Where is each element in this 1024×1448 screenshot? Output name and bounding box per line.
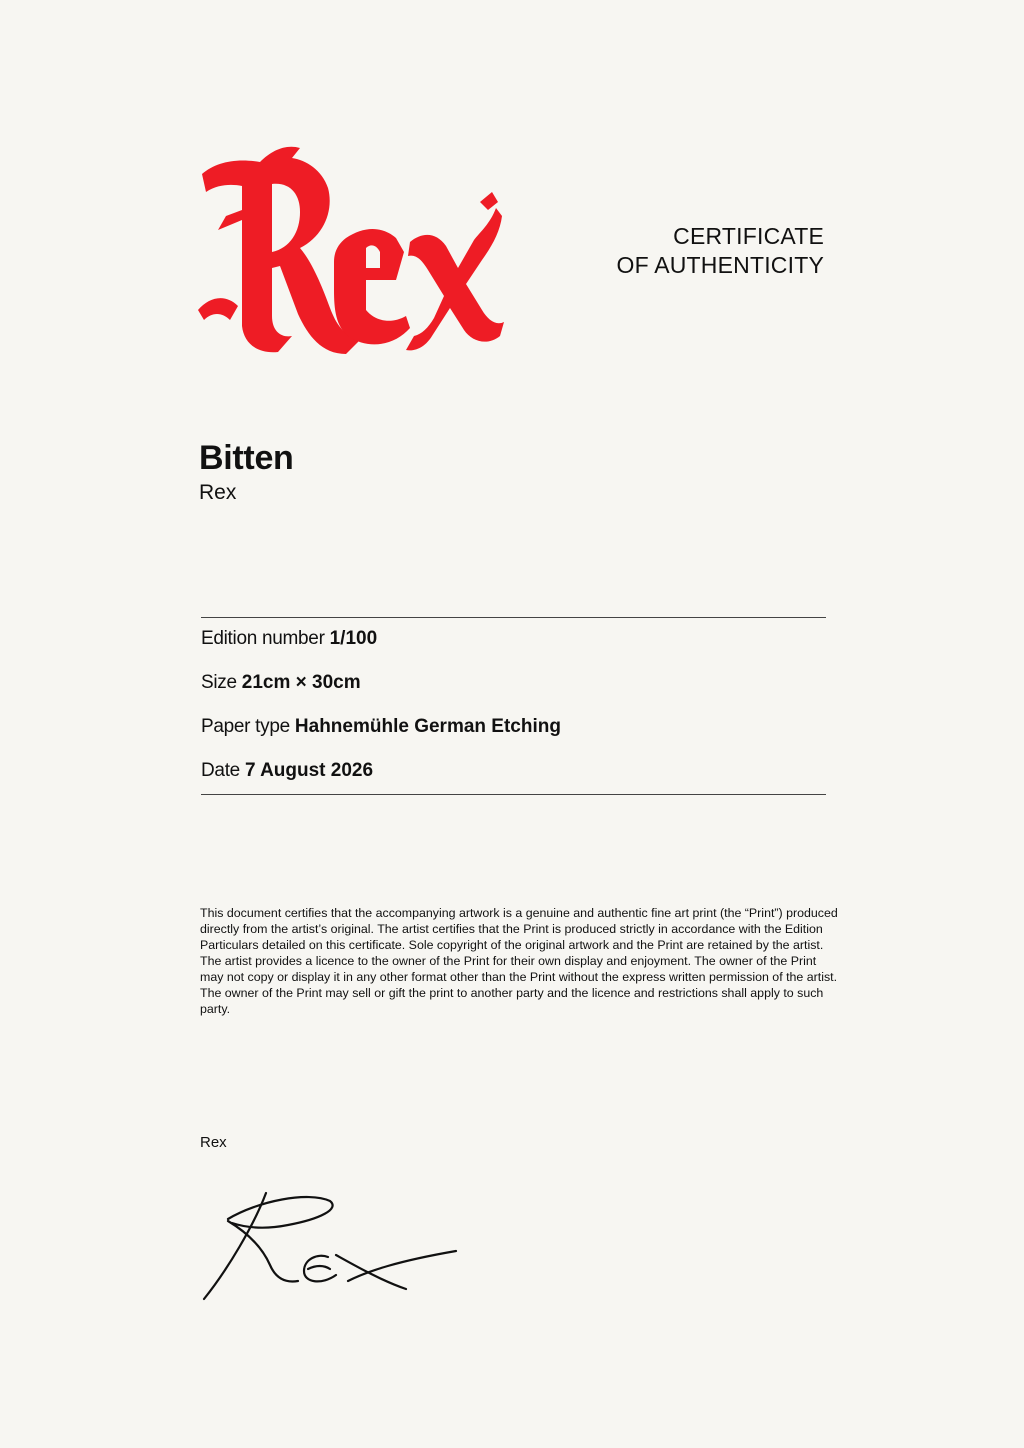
rex-logo-graphic [196, 140, 506, 360]
particular-label: Date [201, 760, 240, 781]
particular-value: Hahnemühle German Etching [294, 716, 561, 737]
signature-graphic [198, 1185, 462, 1303]
particular-label: Paper type [201, 716, 290, 737]
handwritten-signature [198, 1185, 462, 1303]
certificate-title-line2: OF AUTHENTICITY [616, 252, 824, 278]
certificate-title [560, 222, 824, 280]
artwork-artist: Rex [199, 481, 237, 504]
particular-value: 21cm × 30cm [241, 672, 361, 693]
particular-size [201, 671, 826, 695]
signer-name: Rex [200, 1134, 227, 1151]
artwork-title: Bitten [199, 439, 294, 477]
legal-statement: This document certifies that the accompanying artwork is a genuine and authentic fine art print (the “Print”) produced directly from the artist’s original. The artist certifies that the Print is produced strictly in accordance with the Edition Particulars detailed on this certificate. Sole copyright of the original artwork and the Print are retained by the artist. The artist provides a licence to the owner of the Print for their own display and enjoyment. The owner of the Print may not copy or display it in any other format other than the Print without the express written permission of the artist. The owner of the Print may sell or gift the print to another party and the licence and restrictions shall apply to such party. [200, 906, 838, 1016]
particular-label: Edition number [201, 628, 325, 649]
particular-value: 1/100 [329, 628, 378, 649]
particular-edition-number [201, 627, 826, 651]
brand-logo [196, 140, 506, 360]
particular-date [201, 759, 826, 783]
particular-label: Size [201, 672, 237, 693]
edition-particulars [201, 617, 826, 795]
certificate-title-line1: CERTIFICATE [673, 223, 824, 249]
particular-paper-type [201, 715, 826, 739]
particular-value: 7 August 2026 [244, 760, 374, 781]
